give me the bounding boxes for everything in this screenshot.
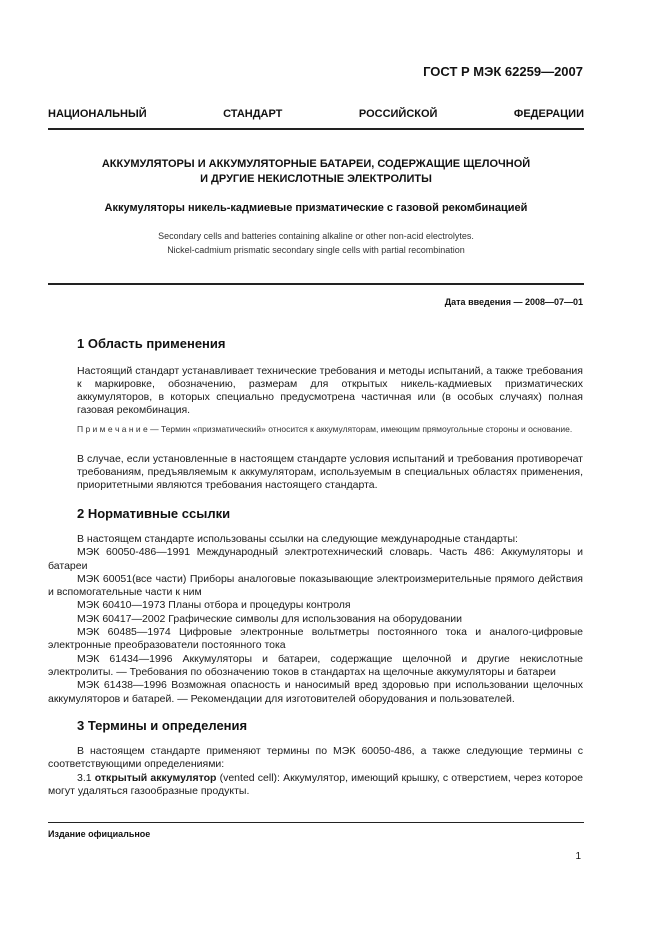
references-intro: В настоящем стандарте использованы ссылки на следующие международные стандарты: xyxy=(77,533,518,545)
section-3-body xyxy=(48,745,583,799)
english-title-line-2: Nickel-cadmium prismatic secondary single cells with partial recombination xyxy=(167,245,465,255)
reference-item: МЭК 60410—1973 Планы отбора и процедуры контроля xyxy=(77,599,351,612)
reference-item: МЭК 61434—1996 Аккумуляторы и батареи, содержащие щелочной и другие некислотные электролиты. — Требования по обозначению токов в стандартах на щелочные аккумуляторы и батареи xyxy=(48,652,583,678)
page-number: 1 xyxy=(575,851,581,862)
term-3-1 xyxy=(48,772,583,799)
standard-number: ГОСТ Р МЭК 62259—2007 xyxy=(423,64,583,79)
term-number: 3.1 xyxy=(77,771,95,784)
section-1-note: П р и м е ч а н и е — Термин «призматический» относится к аккумуляторам, имеющим прямоугольные стороны и основание. xyxy=(77,424,573,434)
english-title-line-1: Secondary cells and batteries containing alkaline or other non-acid electrolytes. xyxy=(158,231,474,241)
normative-references xyxy=(48,533,583,706)
title-line-1: АККУМУЛЯТОРЫ И АККУМУЛЯТОРНЫЕ БАТАРЕИ, СОДЕРЖАЩИЕ ЩЕЛОЧНОЙ xyxy=(101,158,531,170)
introduction-date: Дата введения — 2008—07—01 xyxy=(444,297,583,307)
title-line-2: И ДРУГИЕ НЕКИСЛОТНЫЕ ЭЛЕКТРОЛИТЫ xyxy=(200,173,432,185)
top-divider xyxy=(48,128,584,130)
term-definition: (vented cell): Аккумулятор, имеющий крышку, с отверстием, через которое могут удаляться газообразные продукты. xyxy=(48,771,584,798)
official-edition-label: Издание официальное xyxy=(48,829,151,839)
section-3-heading: 3 Термины и определения xyxy=(77,718,248,733)
footer-divider xyxy=(48,822,584,823)
reference-item: МЭК 60485—1974 Цифровые электронные вольтметры постоянного тока и аналого-цифровые электронные преобразователи постоянного тока xyxy=(48,626,583,652)
reference-item: МЭК 60417—2002 Графические символы для использования на оборудовании xyxy=(77,612,462,625)
section-3-paragraph-1: В настоящем стандарте применяют термины по МЭК 60050-486, а также следующие термины с соответствующими определениями: xyxy=(48,745,583,771)
section-1-paragraph-1: Настоящий стандарт устанавливает технические требования и методы испытаний, а также требования к маркировке, обозначению, размерам для открытых никель-кадмиевых призматических аккумуляторов, в которых специально предусмотрена частичная или (в особых случаях) полная газовая рекомбинация. xyxy=(77,365,583,416)
reference-item: МЭК 61438—1996 Возможная опасность и наносимый вред здоровью при использовании щелочных аккумуляторов и батарей. — Рекомендации для изготовителей оборудования и пользователей. xyxy=(48,679,583,705)
english-title xyxy=(48,229,584,257)
section-2-heading: 2 Нормативные ссылки xyxy=(77,506,231,521)
middle-divider xyxy=(48,283,584,285)
document-title xyxy=(48,157,584,187)
term-name: открытый аккумулятор xyxy=(94,771,217,784)
document-subtitle: Аккумуляторы никель-кадмиевые призматические с газовой рекомбинацией xyxy=(104,202,528,214)
reference-item: МЭК 60050-486—1991 Международный электротехнический словарь. Часть 486: Аккумуляторы и батареи xyxy=(48,546,583,572)
section-1-heading: 1 Область применения xyxy=(77,336,226,351)
national-standard-heading: НАЦИОНАЛЬНЫЙ СТАНДАРТ РОССИЙСКОЙ ФЕДЕРАЦИИ xyxy=(48,108,584,120)
reference-item: МЭК 60051(все части) Приборы аналоговые показывающие электроизмерительные прямого действия и вспомогательные части к ним xyxy=(48,572,583,599)
section-1-paragraph-2: В случае, если установленные в настоящем стандарте условия испытаний и требования противоречат требованиям, предъявляемым к аккумуляторам, используемым в специальных областях применения, приоритетными являются требования настоящего стандарта. xyxy=(77,453,583,491)
